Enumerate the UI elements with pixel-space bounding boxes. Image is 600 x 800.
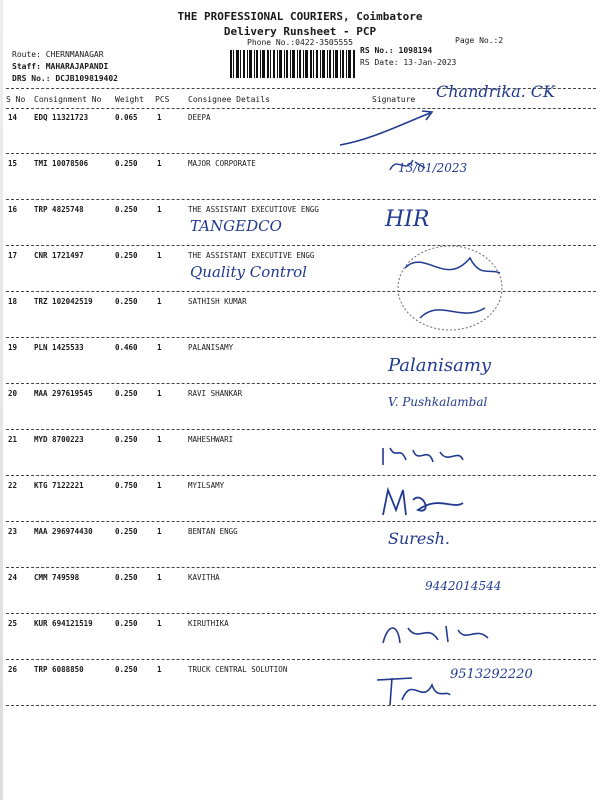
row-consignment: TRP 4825748 [34, 205, 84, 214]
row-divider [6, 659, 596, 660]
signature-26 [372, 670, 452, 710]
row-pcs: 1 [157, 665, 162, 674]
row-consignment: CNR 1721497 [34, 251, 84, 260]
row-sno: 25 [8, 619, 18, 628]
handwritten-signature: V. Pushkalambal [388, 395, 488, 409]
handwritten-consignee-note: TANGEDCO [190, 217, 282, 235]
phone-number: Phone No.:0422-3505555 [247, 38, 353, 47]
barcode [230, 50, 355, 78]
row-divider [6, 383, 596, 384]
row-consignee: SATHISH KUMAR [188, 297, 247, 306]
table-row [6, 389, 596, 429]
row-sno: 17 [8, 251, 18, 260]
col-pcs: PCS [155, 95, 170, 104]
row-sno: 15 [8, 159, 18, 168]
row-weight: 0.065 [115, 113, 138, 122]
row-divider [6, 521, 596, 522]
row-pcs: 1 [157, 619, 162, 628]
date-signature-scribble [385, 150, 495, 180]
row-sno: 19 [8, 343, 18, 352]
row-consignment: PLN 1425533 [34, 343, 84, 352]
row-pcs: 1 [157, 205, 162, 214]
row-consignee: DEEPA [188, 113, 211, 122]
row-consignee: BENTAN ENGG [188, 527, 238, 536]
drs-number: DRS No.: DCJB109819402 [12, 74, 118, 83]
row-consignment: TMI 10078506 [34, 159, 89, 168]
row-consignment: TRZ 102042519 [34, 297, 93, 306]
row-sno: 23 [8, 527, 18, 536]
row-consignee: THE ASSISTANT EXECUTIVE ENGG [188, 251, 315, 260]
row-pcs: 1 [157, 251, 162, 260]
row-consignment: TRP 6088850 [34, 665, 84, 674]
row-weight: 0.460 [115, 343, 138, 352]
row-weight: 0.250 [115, 389, 138, 398]
col-consignee: Consignee Details [188, 95, 270, 104]
row-sno: 20 [8, 389, 18, 398]
row-sno: 24 [8, 573, 18, 582]
row-weight: 0.250 [115, 527, 138, 536]
table-row [6, 159, 596, 199]
table-row [6, 573, 596, 613]
row-consignment: KUR 694121519 [34, 619, 93, 628]
row-pcs: 1 [157, 481, 162, 490]
row-consignment: CMM 749598 [34, 573, 80, 582]
row-pcs: 1 [157, 343, 162, 352]
row-pcs: 1 [157, 389, 162, 398]
row-consignee: THE ASSISTANT EXECUTIOVE ENGG [188, 205, 319, 214]
row-pcs: 1 [157, 297, 162, 306]
row-sno: 22 [8, 481, 18, 490]
row-consignee: MYILSAMY [188, 481, 225, 490]
table-row [6, 113, 596, 153]
row-consignment: MAA 297619545 [34, 389, 93, 398]
row-consignment: MAA 296974430 [34, 527, 93, 536]
row-pcs: 1 [157, 527, 162, 536]
row-sno: 18 [8, 297, 18, 306]
row-pcs: 1 [157, 435, 162, 444]
col-weight: Weight [115, 95, 144, 104]
table-row [6, 435, 596, 475]
row-consignee: MAJOR CORPORATE [188, 159, 256, 168]
table-row [6, 527, 596, 567]
row-sno: 26 [8, 665, 18, 674]
row-divider [6, 153, 596, 154]
row-weight: 0.250 [115, 665, 138, 674]
row-weight: 0.250 [115, 159, 138, 168]
table-row [6, 481, 596, 521]
route-label: Route: CHERNMANAGAR [12, 50, 104, 59]
row-consignment: KTG 7122221 [34, 481, 84, 490]
row-divider [6, 567, 596, 568]
top-handwritten-signature: Chandrika. CK [436, 82, 555, 101]
signature-22 [378, 485, 468, 520]
col-sno: S No [6, 95, 26, 104]
handwritten-signature: 9513292220 [450, 667, 533, 682]
col-signature: Signature [372, 95, 416, 104]
row-divider [6, 199, 596, 200]
table-row [6, 343, 596, 383]
handwritten-signature: 9442014544 [425, 579, 502, 593]
row-consignee: TRUCK CENTRAL SOLUTION [188, 665, 288, 674]
handwritten-signature: 13/01/2023 [398, 161, 468, 175]
row-weight: 0.250 [115, 251, 138, 260]
col-consignment: Consignment No [34, 95, 102, 104]
runsheet-title: Delivery Runsheet - PCP [223, 25, 377, 38]
arrow-scribble [330, 105, 440, 155]
rs-number: RS No.: 1098194 [360, 46, 433, 55]
row-pcs: 1 [157, 573, 162, 582]
company-title: THE PROFESSIONAL COURIERS, Coimbatore [177, 10, 423, 23]
page-number: Page No.:2 [455, 36, 504, 45]
staff-label: Staff: MAHARAJAPANDI [12, 62, 109, 71]
row-divider [6, 475, 596, 476]
row-weight: 0.250 [115, 619, 138, 628]
row-consignee: RAVI SHANKAR [188, 389, 243, 398]
row-consignee: KIRUTHIKA [188, 619, 229, 628]
handwritten-signature: Palanisamy [388, 355, 492, 376]
row-weight: 0.250 [115, 435, 138, 444]
row-divider [6, 613, 596, 614]
scan-edge [0, 0, 3, 800]
tamil-signature-25 [378, 618, 498, 648]
row-sno: 14 [8, 113, 18, 122]
rs-date: RS Date: 13-Jan-2023 [360, 58, 457, 67]
row-weight: 0.250 [115, 573, 138, 582]
row-weight: 0.250 [115, 297, 138, 306]
handwritten-signature: Suresh. [388, 529, 450, 548]
row-consignee: KAVITHA [188, 573, 220, 582]
table-row [6, 619, 596, 659]
row-consignee: MAHESHWARI [188, 435, 234, 444]
header-rule-bottom [6, 108, 596, 109]
row-sno: 16 [8, 205, 18, 214]
row-weight: 0.750 [115, 481, 138, 490]
row-weight: 0.250 [115, 205, 138, 214]
row-consignment: MYD 8700223 [34, 435, 84, 444]
row-divider [6, 705, 596, 706]
row-divider [6, 429, 596, 430]
handwritten-consignee-note: Quality Control [190, 263, 307, 281]
row-pcs: 1 [157, 159, 162, 168]
row-pcs: 1 [157, 113, 162, 122]
office-stamp [390, 238, 510, 338]
row-sno: 21 [8, 435, 18, 444]
handwritten-signature: HIR [385, 207, 430, 232]
tamil-signature-21 [378, 440, 468, 470]
row-consignee: PALANISAMY [188, 343, 234, 352]
row-consignment: EDQ 11321723 [34, 113, 89, 122]
